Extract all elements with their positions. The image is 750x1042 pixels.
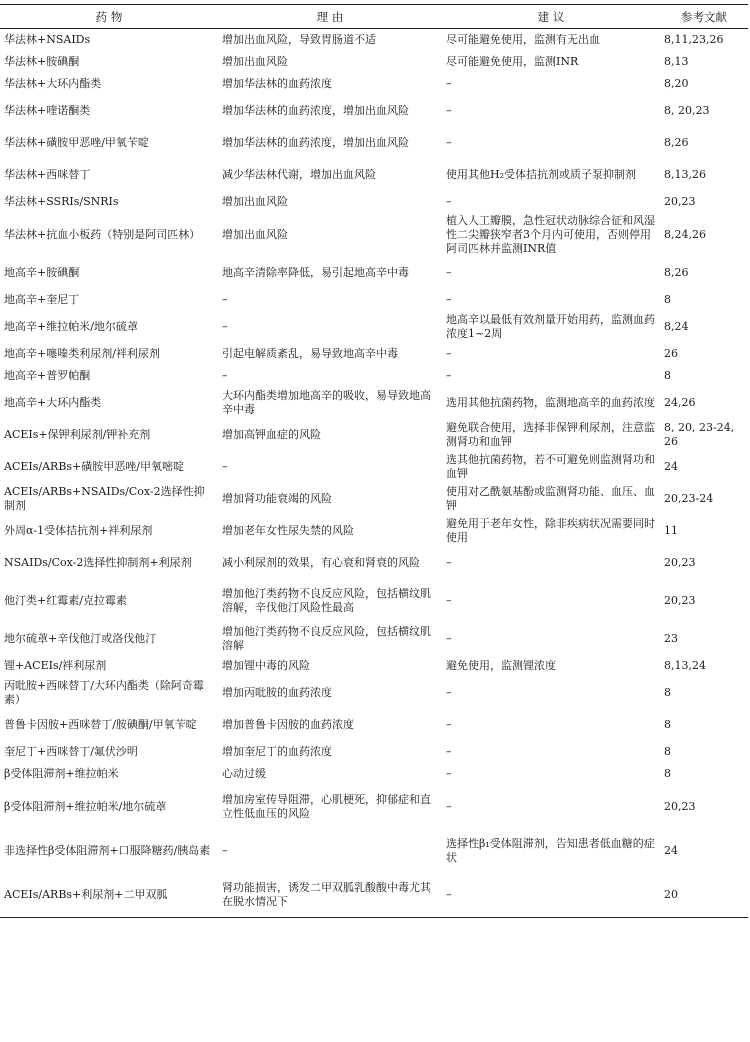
cell-reason: 增加他汀类药物不良反应风险，包括横纹肌溶解，辛伐他汀风险性最高	[222, 587, 431, 614]
cell-drug: 外周α-1受体拮抗剂+袢利尿剂	[4, 524, 153, 537]
cell-advice: –	[446, 800, 452, 813]
cell-ref: 8,13,26	[664, 168, 706, 181]
cell-advice: –	[446, 686, 452, 699]
cell-reason: 增加老年女性尿失禁的风险	[222, 524, 354, 537]
table-row	[0, 655, 748, 677]
table-row	[0, 547, 748, 579]
cell-drug: 华法林+胺碘酮	[4, 55, 80, 68]
table-row	[0, 763, 748, 785]
cell-drug: β受体阻滞剂+维拉帕米	[4, 767, 119, 780]
table-header-row	[0, 5, 748, 29]
cell-reason: 增加出血风险，导致胃肠道不适	[222, 33, 376, 46]
cell-drug: 非选择性β受体阻滞剂+口服降糖药/胰岛素	[4, 844, 211, 857]
cell-ref: 8,13	[664, 55, 689, 68]
cell-advice: 尽可能避免使用，监测INR	[446, 55, 579, 68]
table-row	[0, 311, 748, 343]
cell-reason: 增加肾功能衰竭的风险	[222, 492, 332, 505]
cell-reason: 增加华法林的血药浓度，增加出血风险	[222, 104, 409, 117]
cell-advice: 尽可能避免使用，监测有无出血	[446, 33, 600, 46]
cell-advice: –	[446, 718, 452, 731]
cell-reason: 增加房室传导阻滞，心肌梗死，抑郁症和直立性低血压的风险	[222, 793, 431, 820]
table-row	[0, 51, 748, 73]
cell-ref: 20,23	[664, 594, 696, 607]
cell-reason: 增加华法林的血药浓度，增加出血风险	[222, 136, 409, 149]
cell-ref: 20,23	[664, 800, 696, 813]
table-row	[0, 191, 748, 213]
table-row	[0, 623, 748, 655]
cell-drug: 普鲁卡因胺+西咪替丁/胺碘酮/甲氧苄啶	[4, 718, 197, 731]
cell-advice: 使用对乙酰氨基酚或监测肾功能、血压、血钾	[446, 485, 655, 512]
cell-ref: 24,26	[664, 396, 696, 409]
cell-ref: 8	[664, 767, 671, 780]
cell-ref: 8, 20,23	[664, 104, 710, 117]
cell-advice: –	[446, 767, 452, 780]
table-body	[0, 29, 748, 918]
cell-reason: 增加出血风险	[222, 195, 288, 208]
cell-ref: 8	[664, 686, 671, 699]
cell-advice: –	[446, 104, 452, 117]
cell-ref: 8	[664, 745, 671, 758]
cell-drug: 地高辛+奎尼丁	[4, 293, 80, 306]
cell-reason: 增加锂中毒的风险	[222, 659, 310, 672]
table-row	[0, 579, 748, 623]
table-row	[0, 213, 748, 257]
cell-reason: –	[222, 460, 228, 473]
cell-drug: 地尔硫䓬+辛伐他汀或洛伐他汀	[4, 632, 157, 645]
cell-drug: ACEIs+保钾利尿剂/钾补充剂	[4, 428, 151, 441]
cell-reason: 大环内酯类增加地高辛的吸收，易导致地高辛中毒	[222, 389, 431, 416]
cell-drug: 地高辛+普罗帕酮	[4, 369, 91, 382]
cell-advice: 避免用于老年女性，除非疾病状况需要同时使用	[446, 517, 655, 544]
cell-drug: 地高辛+大环内酯类	[4, 396, 102, 409]
cell-ref: 24	[664, 844, 678, 857]
cell-drug: 奎尼丁+西咪替丁/氟伏沙明	[4, 745, 138, 758]
cell-reason: 肾功能损害，诱发二甲双胍乳酸酸中毒尤其在脱水情况下	[218, 873, 442, 918]
cell-advice: –	[446, 556, 452, 569]
cell-drug: ACEIs/ARBs+利尿剂+二甲双胍	[0, 873, 218, 918]
table-row	[0, 257, 748, 289]
table-row	[0, 785, 748, 829]
table-row	[0, 741, 748, 763]
cell-drug: 华法林+SSRIs/SNRIs	[4, 195, 119, 208]
cell-advice: –	[446, 266, 452, 279]
table-row	[0, 419, 748, 451]
cell-advice: –	[446, 293, 452, 306]
cell-reason: –	[222, 293, 228, 306]
cell-reason: 增加出血风险	[222, 228, 288, 241]
cell-advice: 选择性β₁受体阻滞剂，告知患者低血糖的症状	[446, 837, 655, 864]
cell-reason: 地高辛清除率降低，易引起地高辛中毒	[222, 266, 409, 279]
cell-drug: 华法林+抗血小板药（特别是阿司匹林）	[4, 228, 201, 241]
table-row	[0, 29, 748, 52]
header-drug: 药 物	[0, 5, 218, 29]
cell-advice: 避免使用，监测锂浓度	[446, 659, 556, 672]
cell-reason: –	[222, 844, 228, 857]
cell-ref: 8, 20, 23-24, 26	[664, 421, 735, 448]
cell-ref: 8,24	[664, 320, 689, 333]
cell-advice: –	[446, 195, 452, 208]
cell-reason: 增加他汀类药物不良反应风险，包括横纹肌溶解	[222, 625, 431, 652]
cell-advice: –	[446, 369, 452, 382]
cell-drug: 华法林+NSAIDs	[4, 33, 91, 46]
table-row	[0, 73, 748, 95]
table-row	[0, 829, 748, 873]
cell-reason: 增加出血风险	[222, 55, 288, 68]
cell-reason: 引起电解质紊乱，易导致地高辛中毒	[222, 347, 398, 360]
table-row	[0, 677, 748, 709]
cell-advice: –	[446, 745, 452, 758]
cell-ref: 8	[664, 369, 671, 382]
cell-ref: 8,24,26	[664, 228, 706, 241]
cell-ref: 8	[664, 293, 671, 306]
cell-ref: 20,23	[664, 195, 696, 208]
table-row	[0, 159, 748, 191]
cell-drug: 华法林+西咪替丁	[4, 168, 91, 181]
cell-ref: 8,20	[664, 77, 689, 90]
cell-reason: 增加高钾血症的风险	[222, 428, 321, 441]
header-advice: 建 议	[442, 5, 660, 29]
cell-ref: 11	[664, 524, 678, 537]
cell-drug: 华法林+大环内酯类	[4, 77, 102, 90]
table-row	[0, 709, 748, 741]
table-row	[0, 127, 748, 159]
cell-reason: –	[222, 369, 228, 382]
cell-reason: –	[222, 320, 228, 333]
cell-advice: 避免联合使用，选择非保钾利尿剂，注意监测肾功和血钾	[446, 421, 655, 448]
cell-advice: –	[446, 632, 452, 645]
cell-drug: ACEIs/ARBs+磺胺甲恶唑/甲氧嘧啶	[4, 460, 184, 473]
cell-ref: 26	[664, 347, 678, 360]
cell-advice: –	[446, 77, 452, 90]
cell-ref: 20	[660, 873, 748, 918]
cell-ref: 8,26	[664, 136, 689, 149]
cell-reason: 增加华法林的血药浓度	[222, 77, 332, 90]
cell-ref: 20,23	[664, 556, 696, 569]
table-row	[0, 483, 748, 515]
cell-advice: 选用其他抗菌药物，监测地高辛的血药浓度	[446, 396, 655, 409]
cell-drug: 他汀类+红霉素/克拉霉素	[4, 594, 127, 607]
cell-ref: 8,11,23,26	[664, 33, 724, 46]
cell-advice: –	[446, 594, 452, 607]
header-reason: 理 由	[218, 5, 442, 29]
table-row	[0, 515, 748, 547]
cell-drug: NSAIDs/Cox-2选择性抑制剂+利尿剂	[4, 556, 192, 569]
table-row	[0, 343, 748, 365]
cell-advice: 选其他抗菌药物，若不可避免则监测肾功和血钾	[446, 453, 655, 480]
cell-drug: 华法林+磺胺甲恶唑/甲氧苄啶	[4, 136, 149, 149]
cell-reason: 增加丙吡胺的血药浓度	[222, 686, 332, 699]
cell-drug: 丙吡胺+西咪替丁/大环内酯类（除阿奇霉素）	[4, 679, 204, 706]
drug-interaction-table	[0, 4, 748, 918]
table-row	[0, 451, 748, 483]
cell-ref: 8	[664, 718, 671, 731]
cell-drug: β受体阻滞剂+维拉帕米/地尔硫䓬	[4, 800, 167, 813]
cell-advice: –	[446, 347, 452, 360]
cell-drug: 地高辛+胺碘酮	[4, 266, 80, 279]
cell-reason: 减小利尿剂的效果，有心衰和肾衰的风险	[222, 556, 420, 569]
header-ref: 参考文献	[660, 5, 748, 29]
cell-reason: 增加普鲁卡因胺的血药浓度	[222, 718, 354, 731]
cell-advice: –	[446, 136, 452, 149]
table-row	[0, 387, 748, 419]
cell-drug: 华法林+喹诺酮类	[4, 104, 91, 117]
table-row	[0, 95, 748, 127]
cell-drug: 锂+ACEIs/袢利尿剂	[4, 659, 107, 672]
cell-ref: 20,23-24	[664, 492, 714, 505]
cell-ref: 23	[664, 632, 678, 645]
cell-ref: 8,13,24	[664, 659, 706, 672]
cell-advice: 植入人工瓣膜，急性冠状动脉综合征和风湿性二尖瓣狭窄者3个月内可使用，否则停用阿司匹林并监测INR值	[446, 214, 655, 255]
table-row	[0, 873, 748, 918]
cell-reason: 心动过缓	[222, 767, 266, 780]
cell-drug: ACEIs/ARBs+NSAIDs/Cox-2选择性抑制剂	[4, 485, 205, 512]
table-row	[0, 365, 748, 387]
cell-advice: 地高辛以最低有效剂量开始用药，监测血药浓度1~2周	[446, 313, 655, 340]
cell-ref: 8,26	[664, 266, 689, 279]
table-row	[0, 289, 748, 311]
cell-advice: 使用其他H₂受体拮抗剂或质子泵抑制剂	[446, 168, 637, 181]
cell-reason: 减少华法林代谢，增加出血风险	[222, 168, 376, 181]
cell-reason: 增加奎尼丁的血药浓度	[222, 745, 332, 758]
cell-drug: 地高辛+维拉帕米/地尔硫䓬	[4, 320, 138, 333]
cell-advice: –	[442, 873, 660, 918]
cell-drug: 地高辛+噻嗪类利尿剂/袢利尿剂	[4, 347, 160, 360]
cell-ref: 24	[664, 460, 678, 473]
